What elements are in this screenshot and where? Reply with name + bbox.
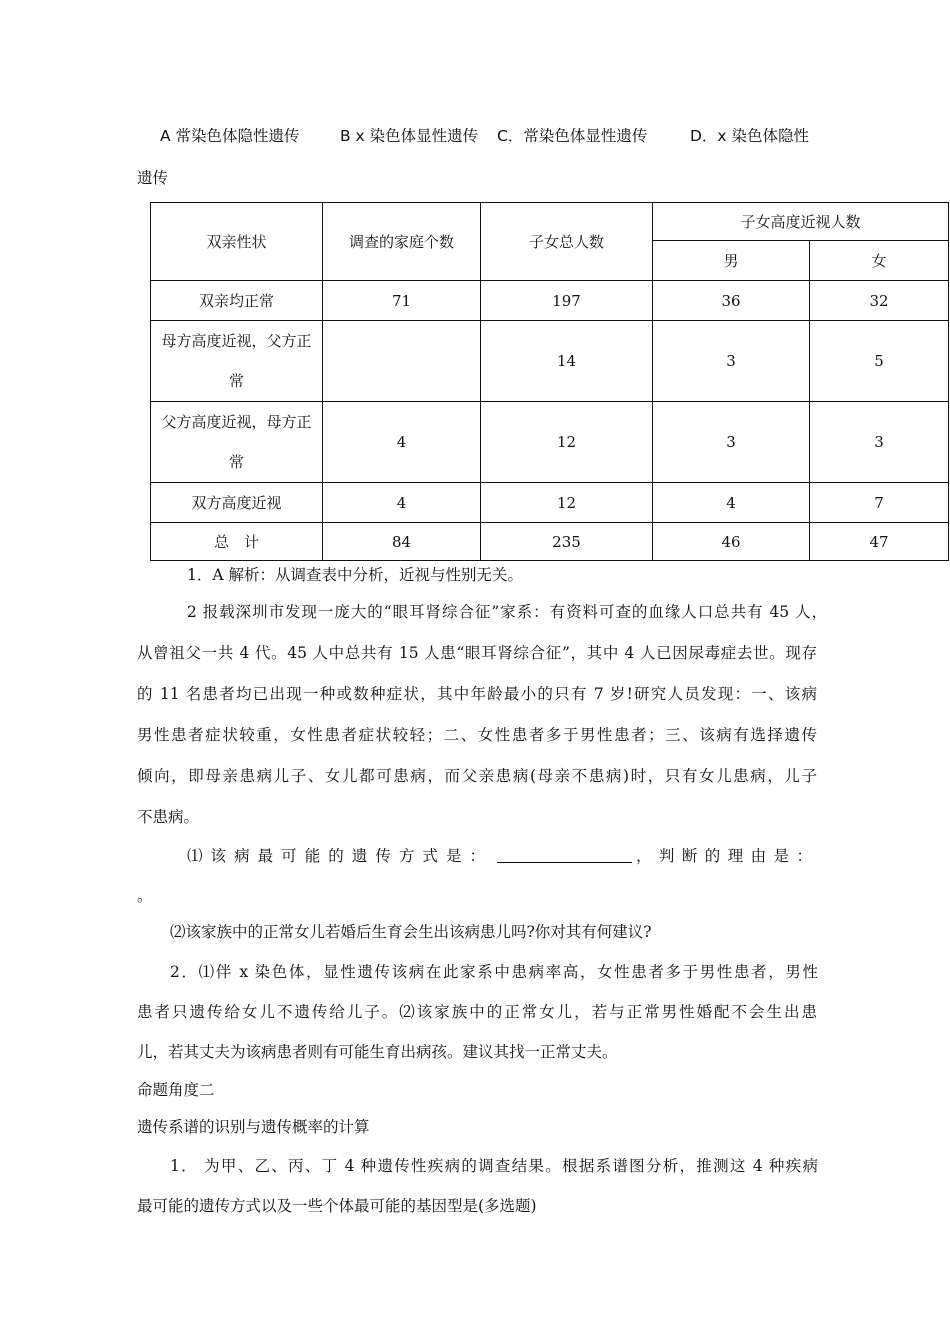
cell-female: 3 xyxy=(810,402,949,483)
cell-parents xyxy=(151,402,323,483)
cell-total: 12 xyxy=(481,483,653,523)
table-row xyxy=(151,483,949,523)
header-myopia-group: 子女高度近视人数 xyxy=(653,203,949,241)
option-b: B x 染色体显性遗传 xyxy=(340,127,479,145)
q2-line-4: 男性患者症状较重，女性患者症状较轻；二、女性患者多于男性患者；三、该病有选择遗传 xyxy=(137,726,817,744)
q2-line-2: 从曾祖父一共 4 代。45 人中总共有 15 人患“眼耳肾综合征”，其中 4 人已因尿毒症去世。现存 xyxy=(137,644,817,662)
table-row xyxy=(151,402,949,483)
q2-sub1-end: 。 xyxy=(137,887,153,905)
option-d-continued: 遗传 xyxy=(137,169,169,187)
cell-parents-line2: 常 xyxy=(228,453,244,471)
cell-parents xyxy=(151,321,323,402)
answer-2-line-3: 儿，若其丈夫为该病患者则有可能生育出病孩。建议其找一正常丈夫。 xyxy=(137,1043,618,1061)
cell-total: 235 xyxy=(481,523,653,561)
cell-families: 71 xyxy=(323,281,481,321)
table-row-total xyxy=(151,523,949,561)
table-row xyxy=(151,321,949,402)
cell-male: 3 xyxy=(653,402,810,483)
section-subtitle: 遗传系谱的识别与遗传概率的计算 xyxy=(137,1118,370,1136)
option-a: A 常染色体隐性遗传 xyxy=(160,127,300,145)
cell-male: 3 xyxy=(653,321,810,402)
cell-parents: 双方高度近视 xyxy=(151,483,323,523)
header-children-total: 子女总人数 xyxy=(481,203,653,281)
header-families: 调查的家庭个数 xyxy=(323,203,481,281)
cell-female: 47 xyxy=(810,523,949,561)
cell-parents: 总 计 xyxy=(151,523,323,561)
q2-sub2: ⑵该家族中的正常女儿若婚后生育会生出该病患儿吗?你对其有何建议? xyxy=(170,923,652,941)
cell-parents-line2: 常 xyxy=(228,372,244,390)
cell-female: 32 xyxy=(810,281,949,321)
cell-female: 5 xyxy=(810,321,949,402)
header-parents: 双亲性状 xyxy=(151,203,323,281)
q2-line-5: 倾向，即母亲患病儿子、女儿都可患病，而父亲患病(母亲不患病)时，只有女儿患病，儿子 xyxy=(137,767,817,785)
cell-families: 84 xyxy=(323,523,481,561)
answer-2-line-2: 患者只遗传给女儿不遗传给儿子。⑵该家族中的正常女儿，若与正常男性婚配不会生出患 xyxy=(137,1003,817,1021)
table-row xyxy=(151,281,949,321)
cell-total: 197 xyxy=(481,281,653,321)
cell-families: 4 xyxy=(323,483,481,523)
q2-line-6: 不患病。 xyxy=(137,808,200,826)
cell-parents: 双亲均正常 xyxy=(151,281,323,321)
option-c: C．常染色体显性遗传 xyxy=(497,127,648,145)
header-male: 男 xyxy=(653,241,810,281)
cell-female: 7 xyxy=(810,483,949,523)
option-d: D．x 染色体隐性 xyxy=(690,127,810,145)
cell-parents-line1: 母方高度近视，父方正 xyxy=(161,332,312,350)
cell-parents-line1: 父方高度近视，母方正 xyxy=(161,413,312,431)
q2-line-1: 2 报载深圳市发现一庞大的“眼耳肾综合征”家系：有资料可查的血缘人口总共有 45 人， xyxy=(187,603,827,621)
answer-1: 1．A 解析：从调查表中分析，近视与性别无关。 xyxy=(187,566,523,584)
cell-total: 14 xyxy=(481,321,653,402)
q3-line-2: 最可能的遗传方式以及一些个体最可能的基因型是(多选题) xyxy=(137,1197,537,1215)
q2-sub1-part1: ⑴ 该 病 最 可 能 的 遗 传 方 式 是 ： xyxy=(187,847,486,865)
q2-sub1-part2: ， 判 断 的 理 由 是 ： xyxy=(636,847,812,865)
answer-2-line-1: 2．⑴伴 x 染色体，显性遗传该病在此家系中患病率高，女性患者多于男性患者，男性 xyxy=(170,963,818,981)
cell-families xyxy=(323,321,481,402)
answer-blank xyxy=(497,846,632,863)
cell-families: 4 xyxy=(323,402,481,483)
q2-line-3: 的 11 名患者均已出现一种或数种症状，其中年龄最小的只有 7 岁!研究人员发现：一、该病 xyxy=(137,685,817,703)
cell-male: 36 xyxy=(653,281,810,321)
cell-male: 4 xyxy=(653,483,810,523)
header-female: 女 xyxy=(810,241,949,281)
section-title: 命题角度二 xyxy=(137,1081,215,1099)
cell-male: 46 xyxy=(653,523,810,561)
survey-table xyxy=(150,202,949,561)
q3-line-1: 1． 为甲、乙、丙、丁 4 种遗传性疾病的调查结果。根据系谱图分析，推测这 4 种疾病 xyxy=(170,1157,818,1175)
cell-total: 12 xyxy=(481,402,653,483)
